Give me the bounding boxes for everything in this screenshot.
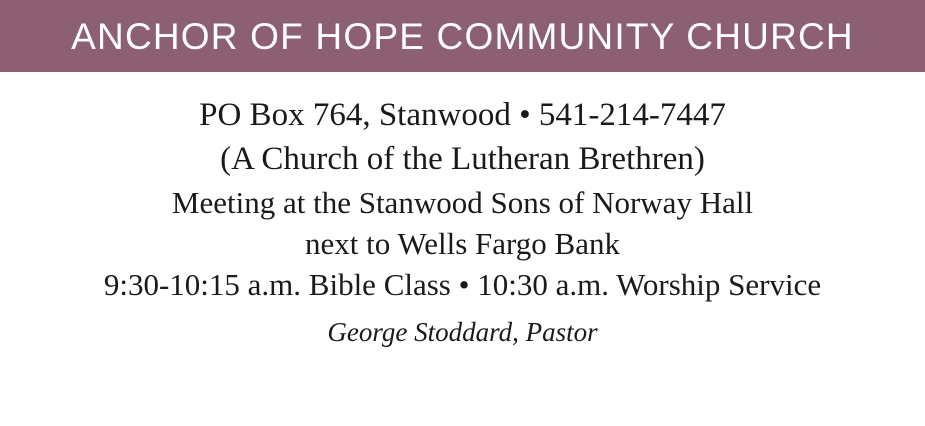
location-landmark: next to Wells Fargo Bank <box>305 225 620 261</box>
church-name: ANCHOR OF HOPE COMMUNITY CHURCH <box>71 15 854 57</box>
pastor-name: George Stoddard, Pastor <box>327 317 598 348</box>
meeting-location: Meeting at the Stanwood Sons of Norway Hall <box>171 184 754 220</box>
address-and-phone: PO Box 764, Stanwood • 541-214-7447 <box>199 97 726 133</box>
denomination: (A Church of the Lutheran Brethren) <box>220 140 705 177</box>
service-times: 9:30-10:15 a.m. Bible Class • 10:30 a.m. Worship Service <box>103 267 822 303</box>
church-details <box>0 72 925 426</box>
church-name-banner <box>0 0 925 72</box>
